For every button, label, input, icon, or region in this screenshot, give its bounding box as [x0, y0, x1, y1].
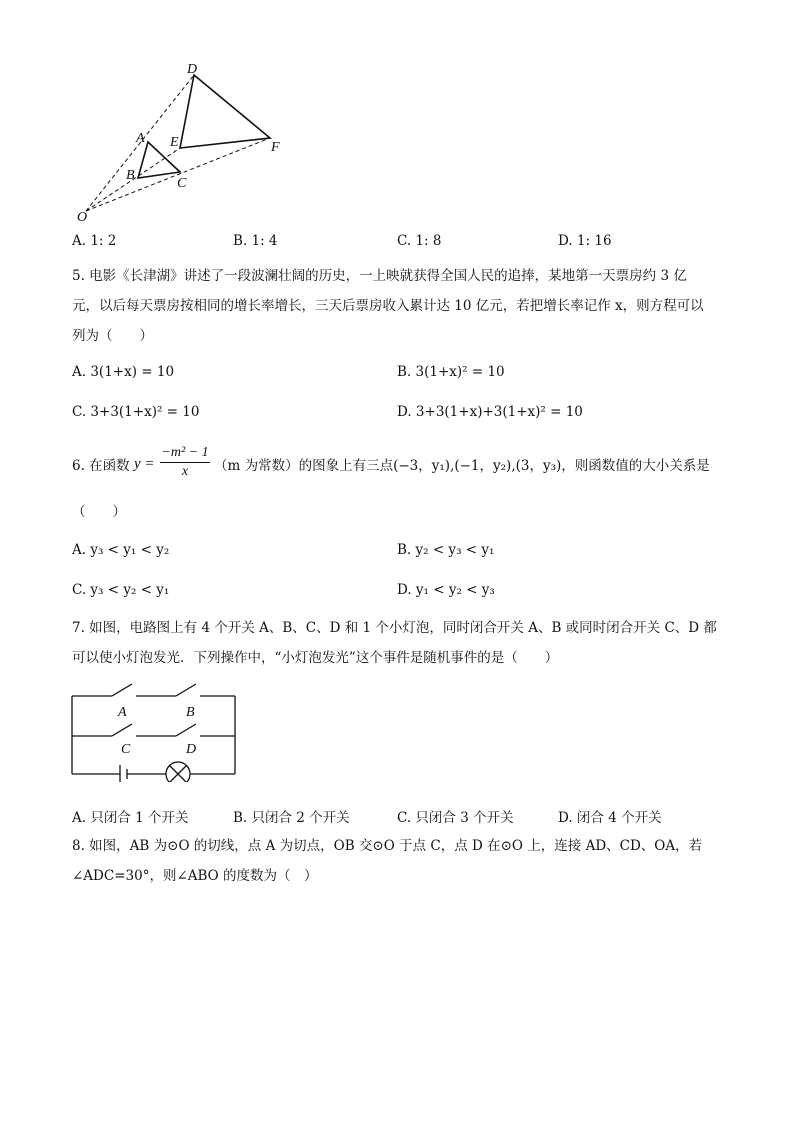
- label-C: C: [177, 176, 187, 191]
- circuit-diagram: [66, 676, 244, 782]
- similar-triangles-figure: [70, 58, 300, 228]
- q6-prefix: 6. 在函数: [72, 458, 130, 474]
- lamp-bulb: [166, 762, 190, 782]
- switch-c: [112, 724, 132, 736]
- q8-line-1: 8. 如图，AB 为⊙O 的切线，点 A 为切点，OB 交⊙O 于点 C，点 D 在⊙O 上，连接 AD、CD、OA，若: [72, 838, 703, 854]
- switch-a: [112, 684, 132, 696]
- q5-line-3: 列为（ ）: [72, 328, 153, 344]
- label-F: F: [271, 140, 280, 155]
- q6-option-d: D. y₁ < y₂ < y₃: [397, 582, 495, 598]
- q5-option-c: C. 3+3(1+x)² = 10: [72, 404, 200, 420]
- label-O: O: [77, 210, 88, 225]
- q5-line-1: 5. 电影《长津湖》讲述了一段波澜壮阔的历史，一上映就获得全国人民的追捧，某地第一天票房约 3 亿: [72, 268, 687, 284]
- q6-option-c: C. y₃ < y₂ < y₁: [72, 582, 170, 598]
- q6-option-b: B. y₂ < y₃ < y₁: [397, 542, 495, 558]
- switch-d: [176, 724, 196, 736]
- circuit-label-D: D: [186, 742, 197, 757]
- label-B: B: [126, 168, 135, 183]
- q5-line-2: 元，以后每天票房按相同的增长率增长，三天后票房收入累计达 10 亿元，若把增长率记作 x，则方程可以: [72, 298, 704, 314]
- label-E: E: [170, 135, 179, 150]
- circuit-label-A: A: [118, 705, 127, 720]
- q6-fraction: [160, 444, 210, 481]
- q6-suffix: （m 为常数）的图象上有三点(−3，y₁),(−1，y₂),(3，y₃)，则函数值的大小关系是: [214, 458, 710, 474]
- q5-option-d: D. 3+3(1+x)+3(1+x)² = 10: [397, 404, 583, 420]
- label-D: D: [187, 62, 198, 77]
- q6-denominator: x: [181, 464, 189, 479]
- q5-option-b: B. 3(1+x)² = 10: [397, 364, 505, 380]
- q7-option-d: D. 闭合 4 个开关: [558, 810, 662, 826]
- q4-option-b: B. 1: 4: [233, 233, 278, 249]
- q8-line-2: ∠ADC=30°，则∠ABO 的度数为（ ）: [72, 868, 318, 884]
- switch-b: [176, 684, 196, 696]
- circuit-label-B: B: [186, 705, 195, 720]
- q7-option-b: B. 只闭合 2 个开关: [233, 810, 350, 826]
- q7-option-c: C. 只闭合 3 个开关: [397, 810, 514, 826]
- q6-lhs: y =: [134, 456, 155, 472]
- q7-line-1: 7. 如图，电路图上有 4 个开关 A、B、C、D 和 1 个小灯泡，同时闭合开关 A、B 或同时闭合开关 C、D 都: [72, 620, 717, 636]
- q7-line-2: 可以使小灯泡发光．下列操作中，“小灯泡发光”这个事件是随机事件的是（ ）: [72, 650, 559, 666]
- q7-option-a: A. 只闭合 1 个开关: [72, 810, 189, 826]
- q4-option-d: D. 1: 16: [558, 233, 612, 249]
- q6-option-a: A. y₃ < y₁ < y₂: [72, 542, 170, 558]
- large-triangle-DEF: [180, 75, 270, 148]
- q4-option-c: C. 1: 8: [397, 233, 442, 249]
- label-A: A: [136, 131, 145, 146]
- q6-line-2: （ ）: [72, 504, 126, 520]
- q5-option-a: A. 3(1+x) = 10: [72, 364, 175, 380]
- q4-option-a: A. 1: 2: [72, 233, 117, 249]
- q6-numerator: −m² − 1: [160, 444, 210, 463]
- circuit-label-C: C: [121, 742, 131, 757]
